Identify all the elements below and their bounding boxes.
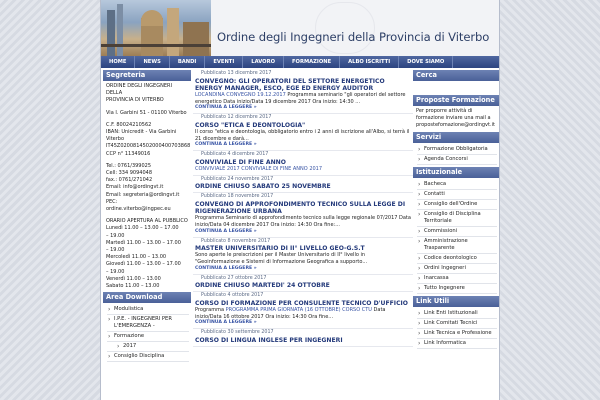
segreteria-line: CCP n° 11349016 [106, 150, 151, 157]
link-utili-item[interactable]: › Link Enti Istituzionali [417, 309, 497, 319]
servizi-item[interactable]: › Formazione Obbligatoria [417, 145, 497, 155]
site-header [101, 0, 500, 56]
link-utili-item[interactable]: › Link Informatica [417, 339, 497, 349]
main-navigation [101, 56, 500, 68]
search-area[interactable] [413, 81, 499, 95]
segreteria-line: Sabato 11.00 – 13.00 [106, 283, 160, 290]
news-date: Pubblicato 30 settembre 2017 [201, 330, 274, 336]
segreteria-line: IBAN: Unicredit - Via Garbini [106, 129, 177, 136]
news-item [193, 151, 413, 175]
segreteria-line: Cell: 334 9094048 [106, 170, 153, 177]
istituzionale-item[interactable]: › Codice deontologico [417, 254, 497, 264]
download-item[interactable]: › Modulistica [107, 305, 189, 315]
segreteria-line: Email: segreteria@ordingvt.it [106, 191, 180, 198]
proposte-email[interactable]: propostefomazione@ordingvt.it [416, 122, 495, 129]
segreteria-line: – 19.00 [106, 268, 125, 275]
proposte-text: Per proporre attività di formazione inviare una mail a [416, 108, 491, 122]
segreteria-line: Mercoledì 11.00 – 13.00 [106, 254, 167, 261]
news-date: Pubblicato 27 ottobre 2017 [201, 275, 267, 281]
news-body: Il corso "etica e deontologia, obbligatorio entro i 2 anni di iscrizione all'Albo, si terrà il 21 dicembre e darà... [195, 128, 410, 142]
read-more-link[interactable]: CONTINUA A LEGGERE » [195, 265, 257, 271]
segreteria-line: C.F. 80024210562 [106, 121, 152, 128]
news-date: Pubblicato 4 dicembre 2017 [201, 152, 269, 158]
news-title[interactable]: CONVEGNO: GLI OPERATORI DEL SETTORE ENERGETICO ENERGY MANAGER, ESCO, EGE ED ENERGY AUDITOR [195, 77, 385, 92]
area-download-title: Area Download [103, 292, 191, 303]
servizi-title: Servizi [413, 132, 499, 143]
nav-item[interactable]: EVENTI [205, 56, 243, 68]
download-item[interactable]: › 2017 [107, 342, 189, 352]
istituzionale-item[interactable]: › Consiglio di Disciplina Territoriale [417, 210, 497, 227]
left-sidebar [103, 70, 191, 364]
nav-item[interactable]: DOVE SIAMO [399, 56, 453, 68]
segreteria-info [103, 81, 191, 292]
header-seal-watermark [315, 2, 375, 54]
news-title[interactable]: CORSO "ETICA E DEONTOLOGIA" [195, 121, 306, 129]
news-item [193, 292, 413, 329]
istituzionale-item[interactable]: › Contatti [417, 190, 497, 200]
istituzionale-item[interactable]: › Consiglio dell'Ordine [417, 200, 497, 210]
news-item [193, 193, 413, 237]
nav-item[interactable]: ALBO ISCRITTI [340, 56, 399, 68]
news-date: Pubblicato 13 dicembre 2017 [201, 71, 272, 76]
link-utili-item[interactable]: › Link Comitati Tecnici [417, 319, 497, 329]
segreteria-line: Martedì 11.00 – 13.00 – 17.00 [106, 239, 181, 246]
right-sidebar [413, 70, 499, 351]
news-title[interactable]: CONVEGNO DI APPROFONDIMENTO TECNICO SULLA LEGGE DI RIGENERAZIONE URBANA [195, 200, 406, 216]
read-more-link[interactable]: CONTINUA A LEGGERE » [195, 142, 257, 148]
istituzionale-item[interactable]: › Amministrazione Trasparente [417, 237, 497, 254]
link-utili-item[interactable]: › Link Tecnica e Professione [417, 329, 497, 339]
news-item [193, 114, 413, 151]
news-body: Programma Seminario di approfondimento tecnico sulla legge regionale 07/2017 Data inizio/Data 04 dicembre 2017 Ora inizio: 14:30 Ora fine:... [195, 215, 411, 228]
nav-item[interactable]: NEWS [135, 56, 169, 68]
news-link[interactable]: CONVIVIALE 2017 CONVIVIALE DI FINE ANNO 2017 [195, 165, 323, 172]
segreteria-line: PEC: [106, 198, 118, 205]
site-title: Ordine degli Ingegneri della Provincia di Viterbo [217, 30, 490, 44]
segreteria-line: Lunedì 11.00 – 13.00 – 17.00 [106, 225, 179, 232]
segreteria-line: ORARIO APERTURA AL PUBBLICO [106, 218, 188, 225]
cerca-title: Cerca [413, 70, 499, 81]
news-item [193, 275, 413, 293]
segreteria-title: Segreteria [103, 70, 191, 81]
segreteria-line: Viterbo [106, 136, 125, 143]
segreteria-line: fax.: 0761/271042 [106, 177, 153, 184]
servizi-list [413, 143, 499, 167]
nav-item[interactable]: HOME [101, 56, 135, 68]
segreteria-line: – 19.00 [106, 247, 125, 254]
news-link[interactable]: LOCANDINA CONVEGNO 19.12.2017 [195, 92, 286, 98]
istituzionale-item[interactable]: › Commissioni [417, 227, 497, 237]
news-title[interactable]: ORDINE CHIUSO MARTEDI' 24 OTTOBRE [195, 282, 330, 290]
background-right [500, 0, 600, 400]
news-title[interactable]: CONVIVIALE DI FINE ANNO [195, 158, 286, 166]
segreteria-line: Giovedì 11.00 – 13.00 – 17.00 [106, 261, 181, 268]
segreteria-line: Venerdì 11.00 – 13.00 [106, 275, 161, 282]
istituzionale-title: Istituzionale [413, 167, 499, 178]
news-date: Pubblicato 18 novembre 2017 [201, 194, 274, 200]
news-text [195, 166, 411, 173]
istituzionale-item[interactable]: › Inarcassa [417, 274, 497, 284]
news-date: Pubblicato 4 ottobre 2017 [201, 293, 264, 299]
news-prefix: Programma [195, 307, 226, 314]
nav-item[interactable]: BANDI [170, 56, 206, 68]
istituzionale-item[interactable]: › Tutto Ingegnere [417, 284, 497, 294]
download-item[interactable]: › Consiglio Disciplina [107, 352, 189, 362]
news-body: Sono aperte le preiscrizioni per il Master Universitario di II° livello in "Geoinformazione e Sistemi di Informazione Geografica a supporto... [195, 252, 368, 265]
nav-item[interactable]: LAVORO [243, 56, 284, 68]
istituzionale-item[interactable]: › Ordini Ingegneri [417, 264, 497, 274]
segreteria-line: IT45Z0200814502000400703868 [106, 143, 191, 150]
news-item [193, 238, 413, 275]
news-list [193, 70, 413, 347]
news-text [195, 129, 411, 142]
news-text [195, 215, 411, 228]
news-date: Pubblicato 12 dicembre 2017 [201, 115, 272, 121]
segreteria-line: Email: info@ordingvt.it [106, 184, 164, 191]
news-text [195, 307, 411, 320]
proposte-body [413, 106, 499, 132]
download-item[interactable]: › I.P.E. - INGEGNERI PER L'EMERGENZA - [107, 315, 189, 332]
news-item [193, 329, 413, 347]
area-download-list [103, 303, 191, 364]
read-more-link[interactable]: CONTINUA A LEGGERE » [195, 228, 257, 234]
read-more-link[interactable]: CONTINUA A LEGGERE » [195, 320, 257, 326]
istituzionale-list [413, 178, 499, 296]
page-container [100, 0, 500, 400]
news-text [195, 92, 411, 105]
segreteria-line: Tel.: 0761/399025 [106, 162, 152, 169]
news-title[interactable]: CORSO DI LINGUA INGLESE PER INGEGNERI [195, 336, 343, 344]
news-date: Pubblicato 24 novembre 2017 [201, 176, 274, 182]
istituzionale-item[interactable]: › Bacheca [417, 180, 497, 190]
news-date: Pubblicato 8 novembre 2017 [201, 238, 271, 244]
segreteria-line: ordine.viterbo@ingpec.eu [106, 206, 171, 213]
segreteria-line: Via I. Garbini 51 - 01100 Viterbo [106, 109, 187, 116]
news-body: Data inizio/Data 16 ottobre 2017 Ora inizio: 14:30 Ora fine... [195, 307, 386, 320]
news-title[interactable]: ORDINE CHIUSO SABATO 25 NOVEMBRE [195, 183, 331, 191]
proposte-title: Proposte Formazione [413, 95, 499, 106]
header-photo-collage [101, 0, 211, 56]
link-utili-list [413, 307, 499, 351]
news-item [193, 176, 413, 194]
news-link[interactable]: PROGRAMMA PRIMA GIORNATA (16 OTTOBRE) CORSO CTU [225, 307, 372, 314]
download-item[interactable]: › Formazione [107, 332, 189, 342]
segreteria-line: ORDINE DEGLI INGEGNERI DELLA [106, 83, 172, 97]
news-title[interactable]: CORSO DI FORMAZIONE PER CONSULENTE TECNICO D'UFFICIO [195, 299, 408, 307]
segreteria-line: PROVINCIA DI VITERBO [106, 97, 164, 104]
nav-item[interactable]: FORMAZIONE [284, 56, 340, 68]
link-utili-title: Link Utili [413, 296, 499, 307]
servizi-item[interactable]: › Agenda Concorsi [417, 155, 497, 165]
news-text [195, 252, 411, 265]
segreteria-line: – 19.00 [106, 232, 125, 239]
news-item [193, 70, 413, 114]
news-body: Programma seminario "gli operatori del settore energetico Data inizio/Data 19 dicembre 2017 Ora inizio: 14:30 ... [195, 92, 406, 105]
read-more-link[interactable]: CONTINUA A LEGGERE » [195, 105, 257, 111]
news-title[interactable]: MASTER UNIVERSITARIO DI II° LIVELLO GEO-G.S.T [195, 245, 365, 253]
background-left [0, 0, 100, 400]
